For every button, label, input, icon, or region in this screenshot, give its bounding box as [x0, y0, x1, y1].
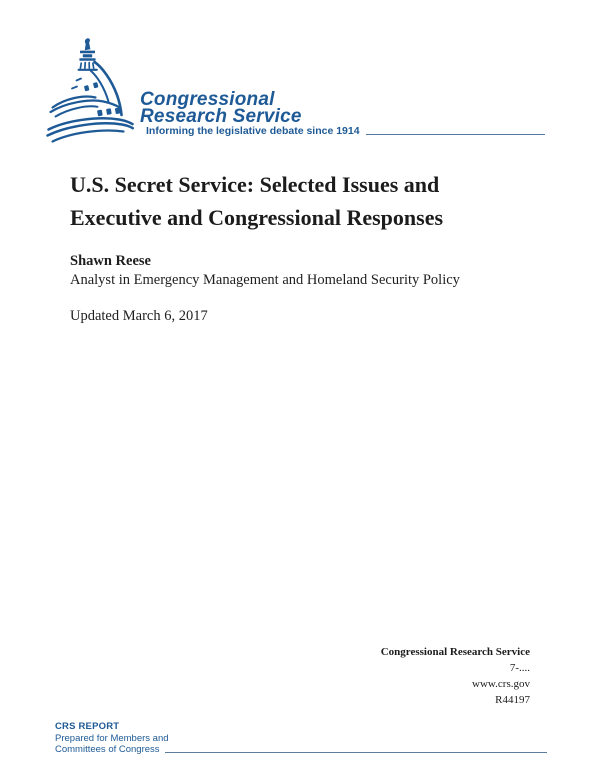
logo-org-name-line2: Research Service	[140, 105, 302, 127]
report-title	[70, 169, 540, 234]
publisher-website: www.crs.gov	[472, 678, 530, 690]
committees-line: Committees of Congress	[55, 744, 160, 755]
crs-report-banner	[55, 721, 547, 756]
crs-report-label: CRS REPORT	[55, 721, 120, 732]
author-block	[70, 252, 460, 326]
publisher-phone: 7-....	[509, 662, 530, 674]
capitol-dome-icon	[46, 37, 146, 149]
footer-rule	[165, 752, 547, 753]
logo-org-name-line1: Congressional	[140, 89, 275, 110]
publisher-name: Congressional Research Service	[380, 646, 530, 658]
logo-tagline-row	[146, 125, 545, 138]
author-role: Analyst in Emergency Management and Homeland Security Policy	[70, 272, 460, 288]
header-rule	[366, 134, 545, 135]
publication-info-block	[381, 644, 530, 708]
report-title-line2: Executive and Congressional Responses	[70, 204, 444, 230]
report-number: R44197	[495, 694, 530, 706]
logo-tagline: Informing the legislative debate since 1914	[146, 125, 360, 137]
updated-date: Updated March 6, 2017	[70, 308, 208, 324]
report-title-line1: U.S. Secret Service: Selected Issues and	[70, 172, 440, 197]
committees-row	[55, 744, 547, 756]
prepared-for-line: Prepared for Members and	[55, 732, 169, 744]
author-name: Shawn Reese	[70, 253, 151, 269]
logo-org-name	[140, 89, 302, 127]
